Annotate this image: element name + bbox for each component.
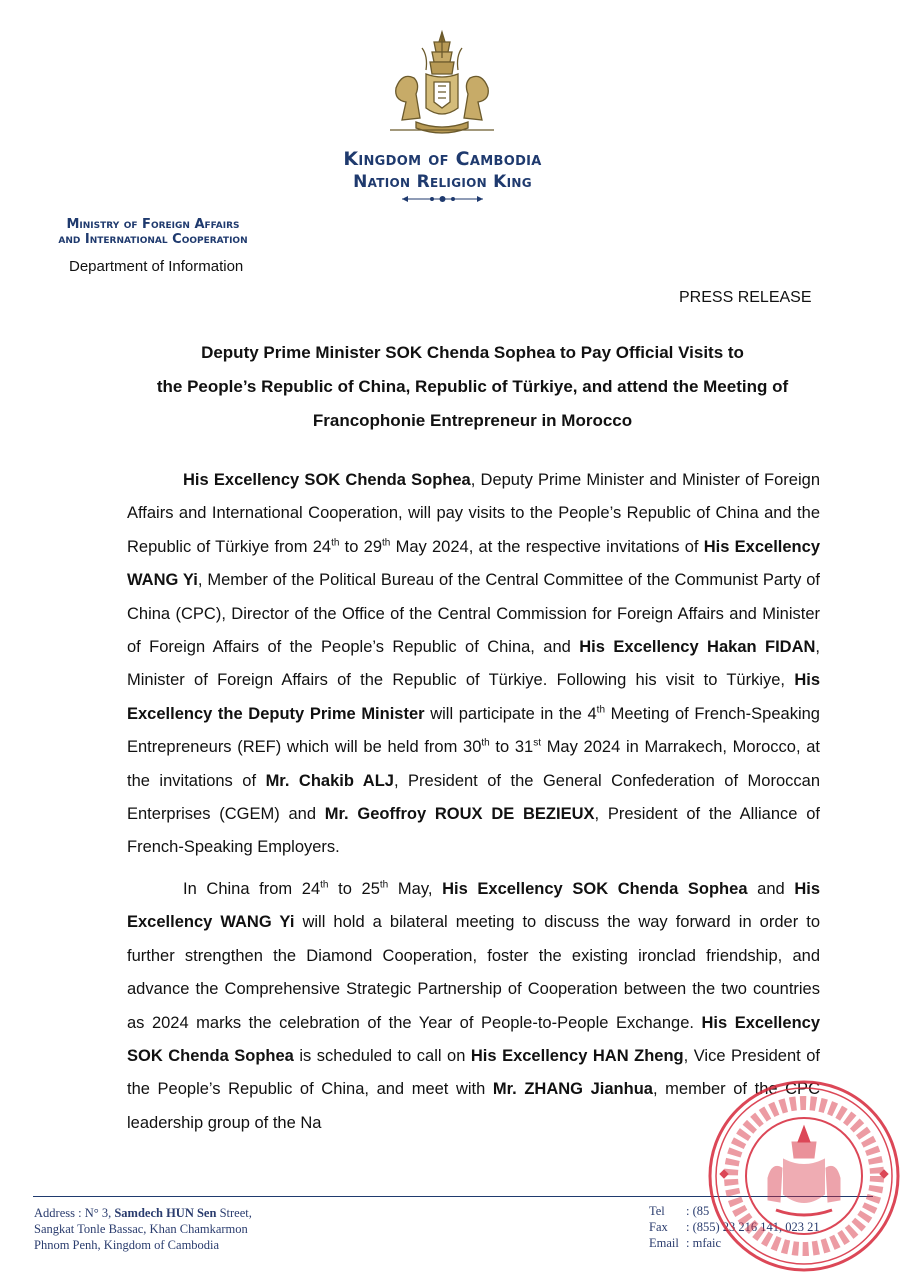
kingdom-title: Kingdom of Cambodia — [343, 148, 542, 170]
ordinal-suffix: th — [320, 879, 329, 891]
text-run: to 29 — [339, 537, 383, 556]
bold-name: His Excellency WANG Yi — [127, 537, 820, 590]
ordinal-suffix: th — [331, 537, 340, 549]
bold-name: Mr. Chakib ALJ — [265, 771, 394, 790]
text-run: Meeting of French-Speaking Entrepreneurs (REF) which will be held from 30 — [127, 704, 820, 757]
text-run: , Deputy Prime Minister and Minister of Foreign Affairs and International Cooperation, will pay visits to the People’s Republic of China and the Republic of Türkiye from 24 — [127, 471, 820, 556]
ordinal-suffix: th — [596, 704, 606, 716]
bold-name: His Excellency SOK Chenda Sophea — [127, 1013, 820, 1065]
text-run: will participate in the 4 — [424, 704, 597, 723]
royal-coat-of-arms-emblem — [382, 28, 502, 140]
address-line-1 — [34, 1205, 252, 1221]
ordinal-suffix: st — [533, 737, 541, 749]
bold-name: His Excellency SOK Chenda Sophea — [442, 879, 748, 898]
address-suffix: Street, — [216, 1206, 252, 1220]
text-run: to 25 — [328, 879, 380, 898]
ordinal-suffix: th — [481, 737, 490, 749]
decorative-divider-ornament — [400, 193, 485, 205]
ministry-name-line1: Ministry of Foreign Affairs — [66, 217, 240, 232]
bold-name: His Excellency HAN Zheng — [470, 1046, 684, 1065]
fax-label: Fax — [649, 1220, 668, 1234]
text-run: In China from 24 — [183, 879, 321, 898]
title-line: Deputy Prime Minister SOK Chenda Sophea to Pay Official Visits to — [201, 343, 744, 362]
ministry-name-line2: and International Cooperation — [58, 232, 248, 247]
department-name: Department of Information — [69, 258, 244, 275]
text-run: May 2024 in Marrakech, Morocco, at the invitations of — [127, 738, 820, 790]
tel-value: : (85 — [686, 1204, 710, 1218]
ordinal-suffix: th — [382, 537, 391, 549]
press-release-title — [120, 336, 825, 438]
bold-name: His Excellency the Deputy Prime Minister — [127, 671, 820, 723]
bold-name: His Excellency SOK Chenda Sophea — [183, 471, 471, 489]
text-run: May 2024, at the respective invitations of — [390, 537, 704, 556]
text-run: , Minister of Foreign Affairs of the Republic of Türkiye. Following his visit to Türkiye, — [127, 638, 820, 690]
text-run: May, — [388, 879, 443, 898]
text-run: to 31 — [489, 738, 534, 757]
text-run: and — [747, 879, 795, 898]
address-street-name: Samdech HUN Sen — [114, 1206, 217, 1220]
text-run: , President of the General Confederation of Moroccan Enterprises (CGEM) and — [127, 771, 820, 824]
press-release-body — [127, 464, 820, 1148]
bold-name: Mr. ZHANG Jianhua — [492, 1080, 653, 1099]
address-line-2: Sangkat Tonle Bassac, Khan Chamkarmon — [34, 1222, 248, 1236]
bold-name: Mr. Geoffroy ROUX DE BEZIEUX — [324, 805, 595, 824]
official-ministry-seal-stamp — [706, 1078, 902, 1274]
ordinal-suffix: th — [379, 879, 389, 891]
document-type-label: PRESS RELEASE — [679, 289, 812, 306]
text-run: , member of the CPC leadership group of the Na — [127, 1080, 820, 1132]
email-label: Email — [649, 1236, 679, 1250]
address-line-3: Phnom Penh, Kingdom of Cambodia — [34, 1238, 220, 1252]
title-line: Francophonie Entrepreneur in Morocco — [312, 411, 633, 430]
body-paragraph — [127, 464, 820, 865]
text-run: will hold a bilateral meeting to discuss the way forward in order to further strengthen the Diamond Cooperation, foster the existing ironclad friendship, and advance the Comprehensive Strategic Partnership of Cooperation between the two countries as 2024 marks the celebration of the Year of People-to-People Exchange. — [127, 913, 820, 1032]
bold-name: His Excellency Hakan FIDAN — [579, 638, 816, 657]
bold-name: His Excellency WANG Yi — [127, 879, 821, 932]
fax-value: : (855) 23 216 141, 023 21 — [686, 1220, 820, 1234]
text-run: , President of the Alliance of French-Speaking Employers. — [127, 805, 820, 857]
text-run: , Vice President of the People’s Republic of China, and meet with — [127, 1046, 820, 1099]
national-motto: Nation Religion King — [353, 172, 532, 192]
title-line: the People’s Republic of China, Republic of Türkiye, and attend the Meeting of — [156, 377, 789, 396]
text-run: is scheduled to call on — [293, 1046, 471, 1065]
text-run: , Member of the Political Bureau of the Central Committee of the Communist Party of China (CPC), Director of the Office of the Central Commission for Foreign Affairs and Minister of Foreign Affairs of the People’s Republic of China, and — [127, 571, 820, 657]
footer-address — [34, 1205, 252, 1253]
email-value: : mfaic — [686, 1236, 722, 1250]
tel-label: Tel — [649, 1204, 665, 1218]
address-prefix: Address : N° 3, — [34, 1206, 115, 1220]
